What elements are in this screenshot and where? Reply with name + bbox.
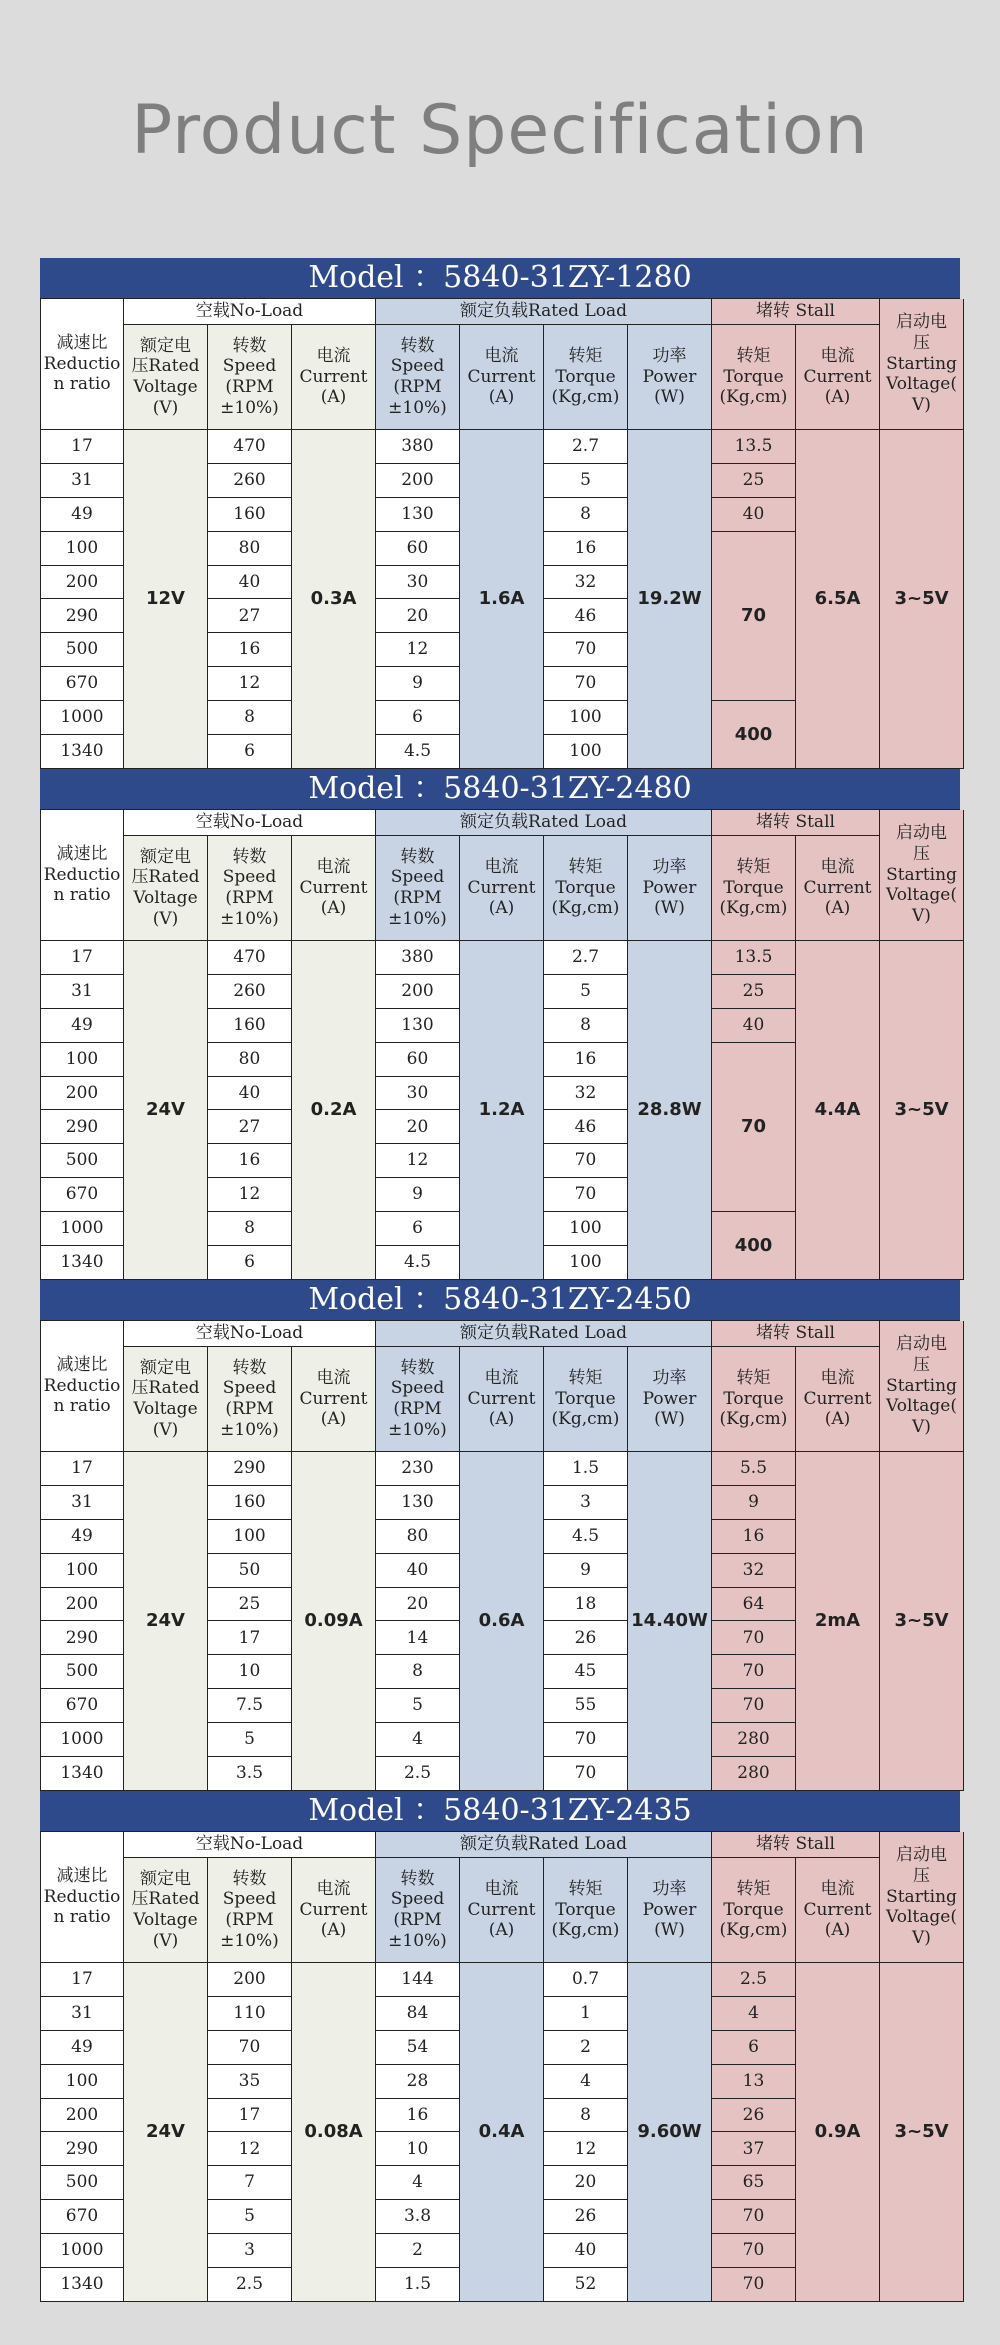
cell-rated-torque: 26	[544, 2200, 628, 2234]
header-rated-voltage: 额定电 压Rated Voltage (V)	[124, 1347, 208, 1452]
cell-reduction-ratio: 670	[41, 2200, 124, 2234]
cell-rated-speed: 380	[376, 430, 460, 464]
cell-rated-speed: 6	[376, 1212, 460, 1246]
cell-rated-torque: 2.7	[544, 430, 628, 464]
cell-reduction-ratio: 49	[41, 2031, 124, 2065]
cell-rated-torque: 70	[544, 1757, 628, 1791]
cell-rated-torque: 55	[544, 1689, 628, 1723]
header-stall: 堵转 Stall	[712, 1321, 880, 1347]
cell-rated-speed: 12	[376, 1144, 460, 1178]
cell-noload-speed: 3.5	[208, 1757, 292, 1791]
cell-reduction-ratio: 49	[41, 1520, 124, 1554]
cell-rated-speed: 1.5	[376, 2268, 460, 2302]
cell-stall-torque: 64	[712, 1588, 796, 1622]
cell-noload-speed: 6	[208, 1246, 292, 1280]
cell-rated-torque: 8	[544, 498, 628, 532]
cell-reduction-ratio: 1000	[41, 701, 124, 735]
header-reduction-ratio: 减速比 Reductio n ratio	[41, 299, 124, 430]
cell-rated-speed: 2	[376, 2234, 460, 2268]
cell-reduction-ratio: 17	[41, 430, 124, 464]
cell-rated-torque: 1	[544, 1997, 628, 2031]
header-rated-speed: 转数 Speed (RPM ±10%)	[376, 325, 460, 430]
cell-rated-torque: 5	[544, 464, 628, 498]
cell-reduction-ratio: 670	[41, 1178, 124, 1212]
cell-rated-torque: 70	[544, 1144, 628, 1178]
cell-rated-voltage: 24V	[124, 1963, 208, 2302]
cell-rated-torque: 52	[544, 2268, 628, 2302]
header-reduction-ratio: 减速比 Reductio n ratio	[41, 810, 124, 941]
cell-noload-speed: 470	[208, 430, 292, 464]
cell-reduction-ratio: 500	[41, 633, 124, 667]
header-rated-power: 功率 Power (W)	[628, 1858, 712, 1963]
header-rated-power: 功率 Power (W)	[628, 1347, 712, 1452]
cell-reduction-ratio: 670	[41, 667, 124, 701]
cell-rated-torque: 46	[544, 1110, 628, 1144]
cell-reduction-ratio: 500	[41, 1655, 124, 1689]
cell-rated-voltage: 12V	[124, 430, 208, 769]
cell-rated-torque: 100	[544, 1212, 628, 1246]
header-rated-load: 额定负载Rated Load	[376, 1832, 712, 1858]
cell-noload-speed: 260	[208, 975, 292, 1009]
cell-reduction-ratio: 31	[41, 464, 124, 498]
cell-reduction-ratio: 1000	[41, 2234, 124, 2268]
header-rated-torque: 转矩 Torque (Kg,cm)	[544, 325, 628, 430]
header-stall-torque: 转矩 Torque (Kg,cm)	[712, 836, 796, 941]
cell-rated-speed: 54	[376, 2031, 460, 2065]
cell-stall-torque: 32	[712, 1554, 796, 1588]
cell-stall-torque: 16	[712, 1520, 796, 1554]
cell-rated-speed: 6	[376, 701, 460, 735]
cell-rated-torque: 20	[544, 2166, 628, 2200]
cell-rated-torque: 70	[544, 633, 628, 667]
header-rated-load: 额定负载Rated Load	[376, 810, 712, 836]
cell-rated-speed: 14	[376, 1621, 460, 1655]
cell-stall-torque: 40	[712, 498, 796, 532]
cell-reduction-ratio: 200	[41, 1077, 124, 1111]
header-rated-load: 额定负载Rated Load	[376, 299, 712, 325]
cell-rated-speed: 144	[376, 1963, 460, 1997]
cell-rated-speed: 130	[376, 498, 460, 532]
header-noload-current: 电流 Current (A)	[292, 325, 376, 430]
cell-reduction-ratio: 200	[41, 566, 124, 600]
cell-rated-power: 14.40W	[628, 1452, 712, 1791]
cell-starting-voltage: 3~5V	[880, 1452, 964, 1791]
cell-rated-torque: 46	[544, 599, 628, 633]
cell-noload-current: 0.2A	[292, 941, 376, 1280]
header-stall-torque: 转矩 Torque (Kg,cm)	[712, 1858, 796, 1963]
cell-noload-speed: 5	[208, 2200, 292, 2234]
cell-stall-torque: 400	[712, 701, 796, 769]
header-rated-current: 电流 Current (A)	[460, 836, 544, 941]
cell-rated-speed: 60	[376, 532, 460, 566]
spec-grid	[40, 298, 960, 769]
cell-reduction-ratio: 31	[41, 1997, 124, 2031]
header-starting-voltage: 启动电 压 Starting Voltage( V)	[880, 1832, 964, 1963]
header-stall-torque: 转矩 Torque (Kg,cm)	[712, 1347, 796, 1452]
cell-reduction-ratio: 31	[41, 1486, 124, 1520]
spec-grid	[40, 1320, 960, 1791]
cell-rated-speed: 4.5	[376, 735, 460, 769]
header-stall-current: 电流 Current (A)	[796, 325, 880, 430]
cell-stall-torque: 9	[712, 1486, 796, 1520]
header-noload-speed: 转数 Speed (RPM ±10%)	[208, 1858, 292, 1963]
cell-noload-speed: 470	[208, 941, 292, 975]
cell-reduction-ratio: 49	[41, 1009, 124, 1043]
cell-noload-speed: 25	[208, 1588, 292, 1622]
cell-rated-torque: 9	[544, 1554, 628, 1588]
cell-noload-speed: 80	[208, 532, 292, 566]
cell-stall-torque: 25	[712, 975, 796, 1009]
cell-reduction-ratio: 100	[41, 1043, 124, 1077]
cell-rated-speed: 130	[376, 1009, 460, 1043]
cell-rated-speed: 9	[376, 667, 460, 701]
model-title: Model ：5840-31ZY-2480	[40, 769, 960, 809]
cell-noload-speed: 17	[208, 1621, 292, 1655]
cell-rated-speed: 380	[376, 941, 460, 975]
cell-rated-torque: 70	[544, 1723, 628, 1757]
cell-rated-speed: 4	[376, 2166, 460, 2200]
header-rated-power: 功率 Power (W)	[628, 325, 712, 430]
cell-noload-speed: 200	[208, 1963, 292, 1997]
cell-rated-speed: 16	[376, 2099, 460, 2133]
cell-stall-torque: 5.5	[712, 1452, 796, 1486]
cell-rated-speed: 28	[376, 2065, 460, 2099]
cell-rated-speed: 4.5	[376, 1246, 460, 1280]
cell-rated-torque: 5	[544, 975, 628, 1009]
cell-rated-speed: 60	[376, 1043, 460, 1077]
cell-rated-torque: 70	[544, 1178, 628, 1212]
header-reduction-ratio: 减速比 Reductio n ratio	[41, 1321, 124, 1452]
model-table	[40, 1791, 960, 2301]
cell-noload-speed: 8	[208, 1212, 292, 1246]
cell-starting-voltage: 3~5V	[880, 941, 964, 1280]
header-starting-voltage: 启动电 压 Starting Voltage( V)	[880, 1321, 964, 1452]
header-reduction-ratio: 减速比 Reductio n ratio	[41, 1832, 124, 1963]
header-stall: 堵转 Stall	[712, 299, 880, 325]
cell-stall-torque: 280	[712, 1723, 796, 1757]
cell-rated-torque: 16	[544, 1043, 628, 1077]
cell-rated-speed: 30	[376, 566, 460, 600]
cell-rated-speed: 130	[376, 1486, 460, 1520]
cell-rated-speed: 9	[376, 1178, 460, 1212]
cell-stall-torque: 13.5	[712, 430, 796, 464]
header-starting-voltage: 启动电 压 Starting Voltage( V)	[880, 299, 964, 430]
cell-rated-voltage: 24V	[124, 1452, 208, 1791]
cell-stall-torque: 70	[712, 2200, 796, 2234]
cell-stall-torque: 70	[712, 1621, 796, 1655]
cell-reduction-ratio: 31	[41, 975, 124, 1009]
cell-noload-speed: 5	[208, 1723, 292, 1757]
cell-reduction-ratio: 1340	[41, 1757, 124, 1791]
cell-rated-torque: 0.7	[544, 1963, 628, 1997]
cell-rated-current: 0.6A	[460, 1452, 544, 1791]
cell-noload-speed: 80	[208, 1043, 292, 1077]
cell-reduction-ratio: 1340	[41, 1246, 124, 1280]
cell-reduction-ratio: 1340	[41, 2268, 124, 2302]
header-rated-current: 电流 Current (A)	[460, 1858, 544, 1963]
cell-rated-speed: 2.5	[376, 1757, 460, 1791]
cell-rated-power: 28.8W	[628, 941, 712, 1280]
cell-rated-torque: 2.7	[544, 941, 628, 975]
cell-rated-speed: 20	[376, 1110, 460, 1144]
cell-rated-torque: 16	[544, 532, 628, 566]
cell-reduction-ratio: 49	[41, 498, 124, 532]
cell-stall-torque: 2.5	[712, 1963, 796, 1997]
spec-grid	[40, 1831, 960, 2302]
cell-rated-speed: 200	[376, 975, 460, 1009]
cell-stall-torque: 40	[712, 1009, 796, 1043]
header-stall: 堵转 Stall	[712, 810, 880, 836]
cell-rated-speed: 84	[376, 1997, 460, 2031]
header-stall: 堵转 Stall	[712, 1832, 880, 1858]
cell-stall-current: 4.4A	[796, 941, 880, 1280]
header-rated-power: 功率 Power (W)	[628, 836, 712, 941]
cell-starting-voltage: 3~5V	[880, 1963, 964, 2302]
cell-noload-speed: 16	[208, 633, 292, 667]
cell-rated-speed: 230	[376, 1452, 460, 1486]
header-rated-speed: 转数 Speed (RPM ±10%)	[376, 1858, 460, 1963]
cell-rated-current: 0.4A	[460, 1963, 544, 2302]
cell-stall-torque: 280	[712, 1757, 796, 1791]
cell-stall-current: 0.9A	[796, 1963, 880, 2302]
cell-noload-speed: 17	[208, 2099, 292, 2133]
cell-rated-torque: 32	[544, 1077, 628, 1111]
header-rated-torque: 转矩 Torque (Kg,cm)	[544, 1858, 628, 1963]
cell-reduction-ratio: 1340	[41, 735, 124, 769]
cell-rated-torque: 18	[544, 1588, 628, 1622]
cell-stall-torque: 70	[712, 2234, 796, 2268]
cell-stall-current: 2mA	[796, 1452, 880, 1791]
cell-stall-torque: 13	[712, 2065, 796, 2099]
header-noload-speed: 转数 Speed (RPM ±10%)	[208, 325, 292, 430]
cell-noload-speed: 12	[208, 1178, 292, 1212]
cell-reduction-ratio: 290	[41, 599, 124, 633]
cell-reduction-ratio: 670	[41, 1689, 124, 1723]
cell-noload-speed: 6	[208, 735, 292, 769]
cell-stall-torque: 70	[712, 532, 796, 701]
header-rated-voltage: 额定电 压Rated Voltage (V)	[124, 1858, 208, 1963]
cell-reduction-ratio: 1000	[41, 1723, 124, 1757]
cell-noload-speed: 7.5	[208, 1689, 292, 1723]
header-noload-speed: 转数 Speed (RPM ±10%)	[208, 836, 292, 941]
cell-noload-current: 0.3A	[292, 430, 376, 769]
cell-noload-speed: 10	[208, 1655, 292, 1689]
cell-stall-torque: 65	[712, 2166, 796, 2200]
cell-stall-torque: 13.5	[712, 941, 796, 975]
header-noload-current: 电流 Current (A)	[292, 1858, 376, 1963]
cell-rated-torque: 3	[544, 1486, 628, 1520]
cell-noload-speed: 40	[208, 566, 292, 600]
cell-noload-speed: 290	[208, 1452, 292, 1486]
header-stall-current: 电流 Current (A)	[796, 1858, 880, 1963]
cell-noload-speed: 12	[208, 2132, 292, 2166]
cell-rated-speed: 8	[376, 1655, 460, 1689]
cell-stall-torque: 6	[712, 2031, 796, 2065]
cell-reduction-ratio: 17	[41, 941, 124, 975]
header-rated-voltage: 额定电 压Rated Voltage (V)	[124, 836, 208, 941]
header-starting-voltage: 启动电 压 Starting Voltage( V)	[880, 810, 964, 941]
header-rated-current: 电流 Current (A)	[460, 1347, 544, 1452]
cell-reduction-ratio: 290	[41, 2132, 124, 2166]
header-noload-current: 电流 Current (A)	[292, 836, 376, 941]
header-rated-torque: 转矩 Torque (Kg,cm)	[544, 1347, 628, 1452]
cell-rated-torque: 12	[544, 2132, 628, 2166]
header-no-load: 空载No-Load	[124, 1321, 376, 1347]
cell-noload-speed: 110	[208, 1997, 292, 2031]
model-table	[40, 769, 960, 1279]
cell-rated-torque: 100	[544, 735, 628, 769]
cell-noload-speed: 50	[208, 1554, 292, 1588]
cell-noload-current: 0.09A	[292, 1452, 376, 1791]
header-rated-load: 额定负载Rated Load	[376, 1321, 712, 1347]
header-rated-torque: 转矩 Torque (Kg,cm)	[544, 836, 628, 941]
spec-container	[40, 258, 960, 2302]
cell-noload-speed: 7	[208, 2166, 292, 2200]
cell-reduction-ratio: 17	[41, 1963, 124, 1997]
cell-rated-torque: 45	[544, 1655, 628, 1689]
cell-rated-speed: 20	[376, 1588, 460, 1622]
model-title: Model ：5840-31ZY-2450	[40, 1280, 960, 1320]
cell-rated-speed: 5	[376, 1689, 460, 1723]
cell-rated-torque: 8	[544, 1009, 628, 1043]
cell-rated-current: 1.6A	[460, 430, 544, 769]
cell-reduction-ratio: 100	[41, 532, 124, 566]
cell-noload-speed: 16	[208, 1144, 292, 1178]
cell-rated-torque: 2	[544, 2031, 628, 2065]
cell-stall-torque: 37	[712, 2132, 796, 2166]
cell-rated-torque: 4.5	[544, 1520, 628, 1554]
cell-rated-speed: 12	[376, 633, 460, 667]
cell-rated-torque: 100	[544, 701, 628, 735]
cell-reduction-ratio: 500	[41, 2166, 124, 2200]
cell-rated-power: 19.2W	[628, 430, 712, 769]
cell-rated-torque: 8	[544, 2099, 628, 2133]
cell-rated-speed: 20	[376, 599, 460, 633]
cell-stall-torque: 400	[712, 1212, 796, 1280]
cell-stall-torque: 70	[712, 1655, 796, 1689]
cell-rated-speed: 10	[376, 2132, 460, 2166]
cell-rated-voltage: 24V	[124, 941, 208, 1280]
cell-reduction-ratio: 1000	[41, 1212, 124, 1246]
cell-rated-speed: 40	[376, 1554, 460, 1588]
cell-rated-speed: 30	[376, 1077, 460, 1111]
header-stall-current: 电流 Current (A)	[796, 1347, 880, 1452]
cell-rated-power: 9.60W	[628, 1963, 712, 2302]
cell-reduction-ratio: 290	[41, 1621, 124, 1655]
cell-starting-voltage: 3~5V	[880, 430, 964, 769]
cell-noload-speed: 160	[208, 1486, 292, 1520]
header-stall-torque: 转矩 Torque (Kg,cm)	[712, 325, 796, 430]
cell-stall-torque: 25	[712, 464, 796, 498]
cell-noload-speed: 100	[208, 1520, 292, 1554]
cell-reduction-ratio: 100	[41, 2065, 124, 2099]
cell-noload-speed: 12	[208, 667, 292, 701]
cell-noload-speed: 3	[208, 2234, 292, 2268]
cell-reduction-ratio: 200	[41, 2099, 124, 2133]
header-rated-current: 电流 Current (A)	[460, 325, 544, 430]
cell-rated-speed: 200	[376, 464, 460, 498]
cell-rated-torque: 32	[544, 566, 628, 600]
header-rated-speed: 转数 Speed (RPM ±10%)	[376, 1347, 460, 1452]
cell-noload-speed: 40	[208, 1077, 292, 1111]
model-title: Model ：5840-31ZY-1280	[40, 258, 960, 298]
model-table	[40, 258, 960, 768]
cell-noload-speed: 2.5	[208, 2268, 292, 2302]
cell-noload-speed: 160	[208, 1009, 292, 1043]
cell-rated-torque: 26	[544, 1621, 628, 1655]
cell-stall-torque: 70	[712, 2268, 796, 2302]
cell-noload-speed: 70	[208, 2031, 292, 2065]
cell-stall-torque: 70	[712, 1689, 796, 1723]
cell-rated-current: 1.2A	[460, 941, 544, 1280]
cell-stall-torque: 4	[712, 1997, 796, 2031]
header-noload-speed: 转数 Speed (RPM ±10%)	[208, 1347, 292, 1452]
cell-stall-torque: 26	[712, 2099, 796, 2133]
model-table	[40, 1280, 960, 1790]
cell-noload-speed: 260	[208, 464, 292, 498]
cell-reduction-ratio: 500	[41, 1144, 124, 1178]
cell-rated-torque: 100	[544, 1246, 628, 1280]
cell-rated-torque: 1.5	[544, 1452, 628, 1486]
cell-noload-speed: 35	[208, 2065, 292, 2099]
cell-reduction-ratio: 100	[41, 1554, 124, 1588]
cell-noload-speed: 8	[208, 701, 292, 735]
cell-rated-speed: 80	[376, 1520, 460, 1554]
spec-grid	[40, 809, 960, 1280]
cell-reduction-ratio: 17	[41, 1452, 124, 1486]
cell-rated-torque: 4	[544, 2065, 628, 2099]
cell-noload-current: 0.08A	[292, 1963, 376, 2302]
cell-rated-speed: 4	[376, 1723, 460, 1757]
cell-rated-torque: 70	[544, 667, 628, 701]
cell-noload-speed: 160	[208, 498, 292, 532]
cell-stall-current: 6.5A	[796, 430, 880, 769]
header-rated-voltage: 额定电 压Rated Voltage (V)	[124, 325, 208, 430]
cell-noload-speed: 27	[208, 599, 292, 633]
cell-rated-speed: 3.8	[376, 2200, 460, 2234]
header-rated-speed: 转数 Speed (RPM ±10%)	[376, 836, 460, 941]
model-title: Model ：5840-31ZY-2435	[40, 1791, 960, 1831]
cell-stall-torque: 70	[712, 1043, 796, 1212]
cell-reduction-ratio: 290	[41, 1110, 124, 1144]
header-no-load: 空载No-Load	[124, 810, 376, 836]
header-no-load: 空载No-Load	[124, 299, 376, 325]
header-noload-current: 电流 Current (A)	[292, 1347, 376, 1452]
cell-rated-torque: 40	[544, 2234, 628, 2268]
header-no-load: 空载No-Load	[124, 1832, 376, 1858]
cell-noload-speed: 27	[208, 1110, 292, 1144]
cell-reduction-ratio: 200	[41, 1588, 124, 1622]
header-stall-current: 电流 Current (A)	[796, 836, 880, 941]
page-title: Product Specification	[131, 91, 869, 170]
